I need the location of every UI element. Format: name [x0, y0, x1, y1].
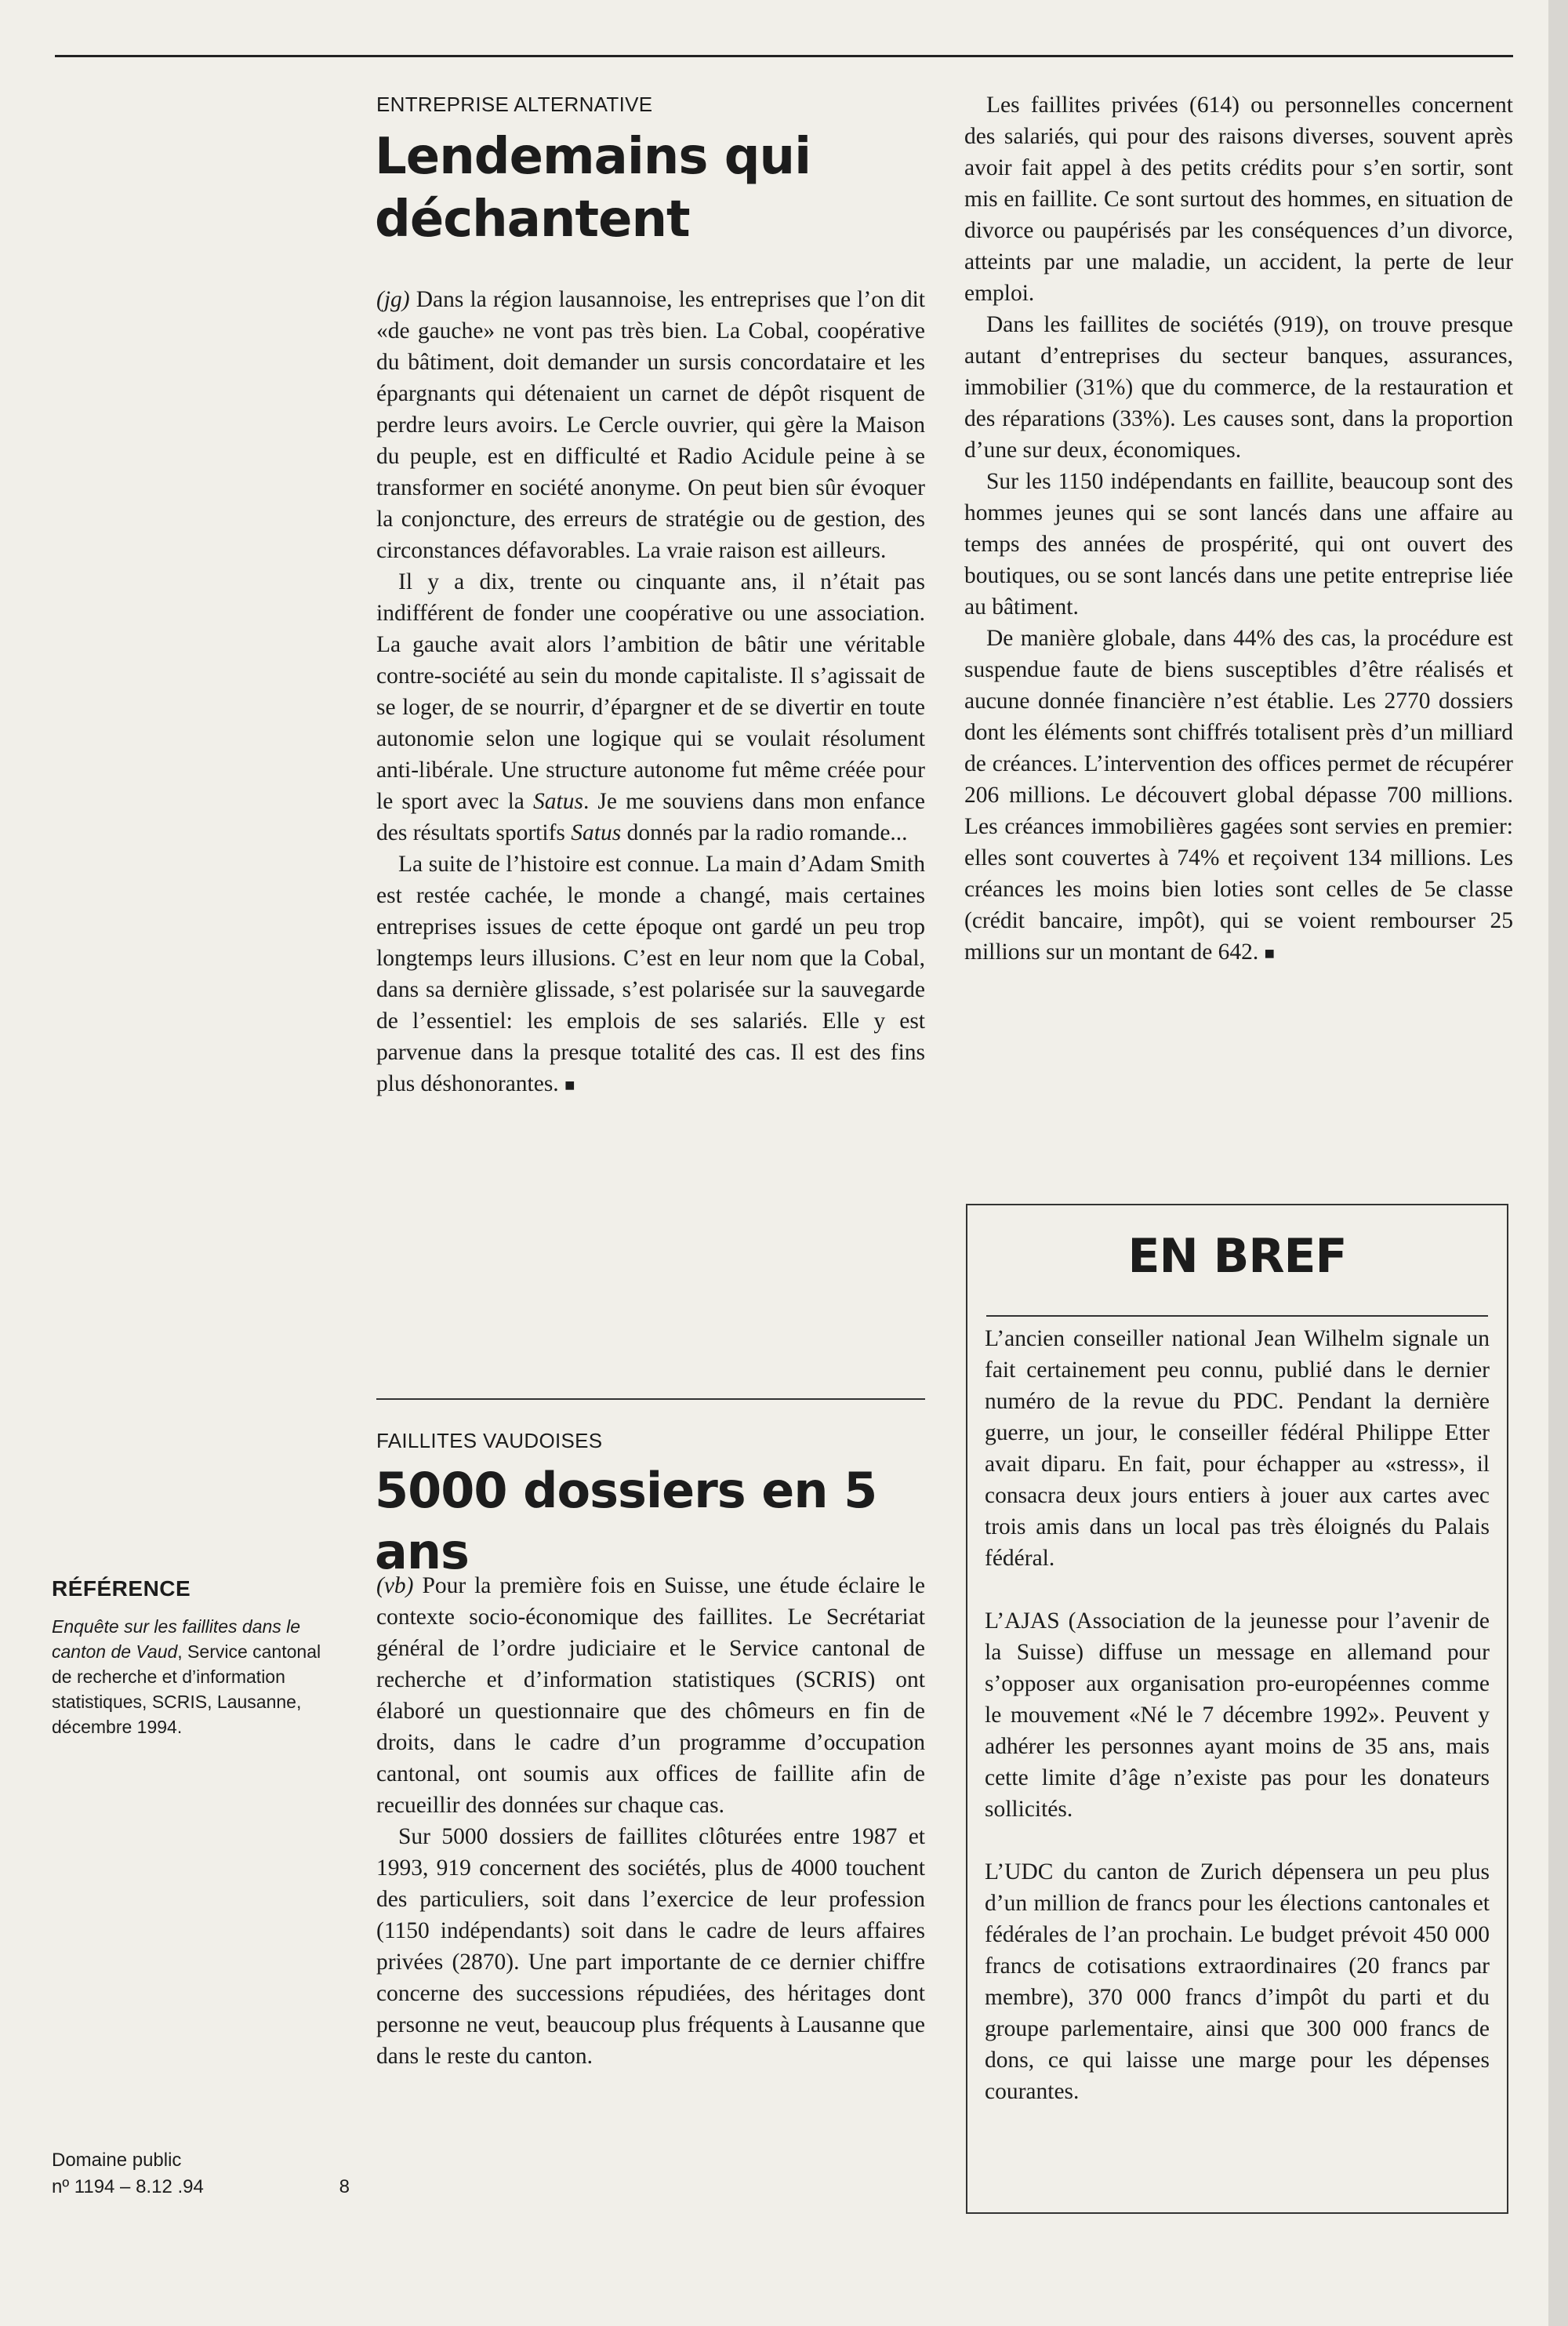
article1-p2-satus-2: Satus — [571, 820, 622, 845]
article2-p3-text: Les faillites privées (614) ou personnelles concernent des salariés, qui pour des raisons diverses, souvent après avoir fait appel à des petits crédits pour s’en sortir, sont mis en faillite. Ce sont surtout des hommes, en situation de divorce ou paupérisés par les conséquences d’un divorce, atteints par une maladie, un accident, la perte de leur emploi. — [964, 93, 1513, 306]
article1-p3-text: La suite de l’histoire est connue. La main d’Adam Smith est restée cachée, le monde a changé, mais certaines entreprises issues de cette époque ont gardé un peu trop longtemps leurs illusions. C’est en leur nom que la Cobal, dans sa dernière glissade, s’est polarisée sur la sauvegarde de l’essentiel: les emplois de ses salariés. Elle y est parvenue dans la presque totalité des cas. Il est des fins plus déshonorantes. — [376, 852, 925, 1096]
article2-paragraph — [376, 1570, 925, 1821]
end-mark: ■ — [564, 1075, 575, 1095]
article2-paragraph — [964, 89, 1513, 309]
article1-headline: Lendemains qui déchantent — [375, 128, 811, 249]
article1-p2-text-c: donnés par la radio romande... — [621, 820, 908, 845]
en-bref-item: L’UDC du canton de Zurich dépensera un peu plus d’un million de francs pour les élections cantonales et fédérales de l’an prochain. Le budget prévoit 450 000 francs de cotisations extraordinaires (20 francs par membre), 370 000 francs d’impôt du parti et du groupe parlementaire, ainsi que 300 000 francs de dons, ce qui laisse une marge pour les dépenses courantes. — [985, 1859, 1490, 2104]
scan-edge — [1548, 0, 1568, 2326]
footer-publication: Domaine public — [52, 2150, 182, 2171]
reference-text — [52, 1614, 334, 1739]
article2-p1-text: Pour la première fois en Suisse, une étude éclaire le contexte socio-économique des faillites. Le Secrétariat général de l’ordre judiciaire et le Service cantonal de recherche et d’information statistiques (SCRIS) ont élaboré un questionnaire que des chômeurs en fin de droits, dans le cadre d’un programme d’occupation cantonal, ont soumis aux offices de faillite afin de recueillir des données sur chaque cas. — [376, 1573, 925, 1818]
article2-paragraph — [964, 623, 1513, 969]
article1-p2-text-b: . Je me souviens dans mon enfance des résultats sportifs — [376, 789, 925, 845]
en-bref-box — [966, 1204, 1508, 2214]
article1-kicker: ENTREPRISE ALTERNATIVE — [376, 93, 653, 116]
en-bref-rule — [986, 1315, 1488, 1317]
footer-page-number: 8 — [339, 2176, 350, 2197]
en-bref-title: EN BREF — [1127, 1229, 1347, 1284]
article1-paragraph — [376, 849, 925, 1101]
page-footer — [52, 2147, 350, 2201]
top-rule — [55, 55, 1513, 57]
article1-byline: (jg) — [376, 287, 410, 312]
article2-kicker: FAILLITES VAUDOISES — [376, 1429, 603, 1452]
en-bref-item: L’ancien conseiller national Jean Wilhelm signale un fait certainement peu connu, publié dans le dernier numéro de la revue du PDC. Pendant la dernière guerre, un jour, le conseiller fédéral Philippe Etter avait diparu. En fait, pour échapper au «stress», il consacra deux jours entiers à jouer aux cartes avec trois amis dans un local pas très éloignés du Palais fédéral. — [985, 1326, 1490, 1571]
article2-body-part1 — [376, 1570, 925, 2072]
article2-paragraph — [964, 309, 1513, 466]
article1-p1-text: Dans la région lausannoise, les entreprises que l’on dit «de gauche» ne vont pas très bien. La Cobal, coopérative du bâtiment, doit demander un sursis concordataire et les épargnants qui détenaient un carnet de dépôt risquent de perdre leurs avoirs. Le Cercle ouvrier, qui gère la Maison du peuple, est en difficulté et Radio Acidule peine à se transformer en société anonyme. On peut bien sûr évoquer la conjoncture, des erreurs de stratégie ou de gestion, des circonstances défavorables. La vraie raison est ailleurs. — [376, 287, 925, 563]
article2-p4-text: Dans les faillites de sociétés (919), on trouve presque autant d’entreprises du secteur banques, assurances, immobilier (31%) que du commerce, de la restauration et des réparations (33%). Les causes sont, dans la proportion d’une sur deux, économiques. — [964, 312, 1513, 463]
article2-headline: 5000 dossiers en 5 ans — [375, 1462, 877, 1580]
en-bref-body — [985, 1323, 1490, 2139]
article2-byline: (vb) — [376, 1573, 414, 1598]
article2-p2-text: Sur 5000 dossiers de faillites clôturées entre 1987 et 1993, 919 concernent des sociétés, plus de 4000 touchent des particuliers, soit dans l’exercice de leur profession (1150 indépendants) soit dans le cadre de leurs affaires privées (2870). Une part importante de ce dernier chiffre concerne des successions répudiées, des héritages dont personne ne veut, beaucoup plus fréquents à Lausanne que dans le reste du canton. — [376, 1824, 925, 2069]
footer-row — [52, 2174, 350, 2201]
article1-p2-text-a: Il y a dix, trente ou cinquante ans, il n’était pas indifférent de fonder une coopérative ou une association. La gauche avait alors l’ambition de bâtir une véritable contre-société au sein du monde capitaliste. Il s’agissait de se loger, de se nourrir, d’épargner et de se divertir en toute autonomie selon une logique qui se voulait résolument anti-libérale. Une structure autonome fut même créée pour le sport avec la — [376, 569, 925, 814]
footer-issue: nº 1194 – 8.12 .94 — [52, 2176, 204, 2197]
article2-p6-text: De manière globale, dans 44% des cas, la procédure est suspendue faute de biens susceptibles d’être réalisés et aucune donnée financière n’est établie. Les 2770 dossiers dont les éléments sont chiffrés totalisent près d’un milliard de créances. L’intervention des offices permet de récupérer 206 millions. Le découvert global dépasse 700 millions. Les créances immobilières gagées sont servies en premier: elles sont couvertes à 74% et reçoivent 134 millions. Les créances les moins bien loties sont celles de 5e classe (crédit bancaire, impôt), qui se voient rembourser 25 millions sur un montant de 642. — [964, 626, 1513, 965]
article1-p2-satus-1: Satus — [533, 789, 583, 814]
en-bref-item: L’AJAS (Association de la jeunesse pour l’avenir de la Suisse) diffuse un message en allemand pour s’opposer aux organisation pro-européennes comme le mouvement «Né le 7 décembre 1992». Peuvent y adhérer les personnes ayant moins de 35 ans, mais cette limite d’âge n’existe pas pour les donateurs sollicités. — [985, 1608, 1490, 1822]
article2-paragraph — [964, 466, 1513, 623]
article1-paragraph — [376, 566, 925, 849]
reference-source-title: Enquête sur les faillites dans le canton de Vaud — [52, 1616, 301, 1662]
article-divider — [376, 1398, 925, 1400]
reference-title: RÉFÉRENCE — [52, 1576, 191, 1601]
article1-paragraph — [376, 284, 925, 566]
reference-source-details: , Service cantonal de recherche et d’information statistiques, SCRIS, Lausanne, décembre 1994. — [52, 1641, 321, 1737]
article2-body-part2 — [964, 89, 1513, 969]
article2-p5-text: Sur les 1150 indépendants en faillite, beaucoup sont des hommes jeunes qui se sont lancés dans une affaire au temps des années de prospérité, qui ont ouvert des boutiques, ou se sont lancés dans une petite entreprise liée au bâtiment. — [964, 469, 1513, 620]
end-mark: ■ — [1264, 943, 1275, 963]
article1-body — [376, 284, 925, 1101]
article2-paragraph — [376, 1821, 925, 2072]
